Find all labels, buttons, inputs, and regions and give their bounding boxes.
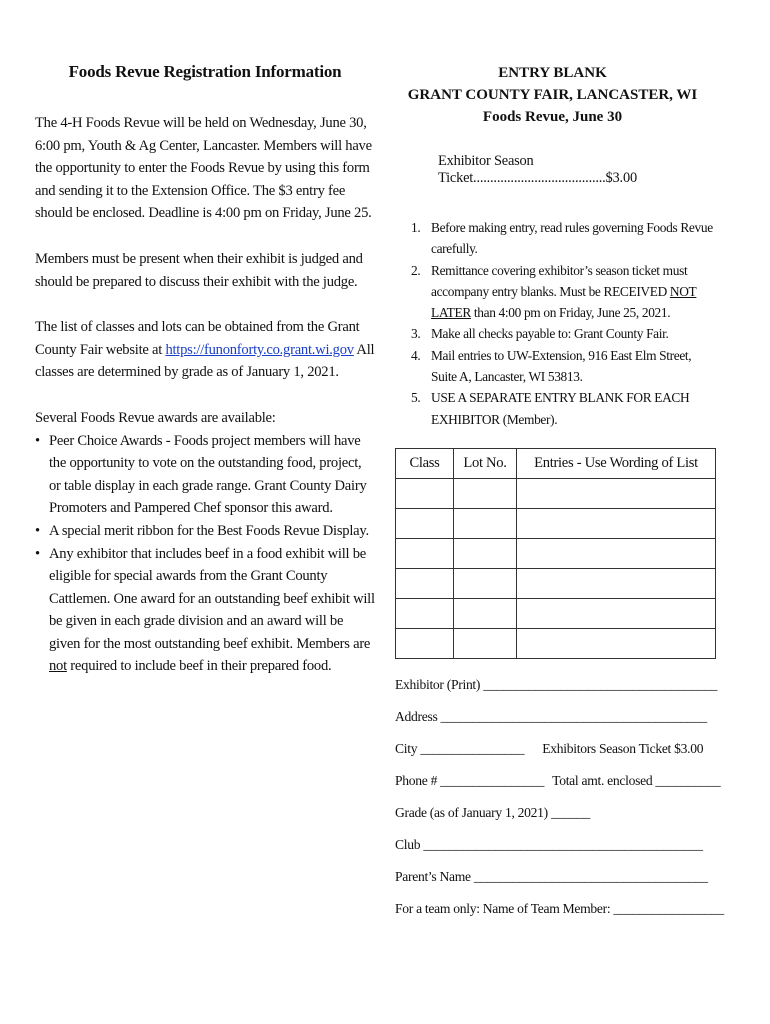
entry-cell[interactable] bbox=[517, 538, 716, 568]
entry-blank-header bbox=[395, 62, 710, 128]
lot-cell[interactable] bbox=[454, 598, 517, 628]
grade-field[interactable]: Grade (as of January 1, 2021) ______ bbox=[395, 804, 590, 820]
rule-item bbox=[395, 345, 720, 388]
rule-item bbox=[395, 217, 720, 260]
rule-item bbox=[395, 387, 720, 430]
entry-cell[interactable] bbox=[517, 628, 716, 658]
entry-cell[interactable] bbox=[517, 478, 716, 508]
exhibitor-fields bbox=[395, 669, 724, 925]
rule-number: 2. bbox=[411, 262, 421, 278]
rule-text: USE A SEPARATE ENTRY BLANK FOR EACH EXHIBITOR (Member). bbox=[431, 390, 690, 427]
award-beef-not: not bbox=[49, 658, 67, 675]
rule-item bbox=[395, 323, 720, 344]
class-cell[interactable] bbox=[396, 478, 454, 508]
entry-cell[interactable] bbox=[517, 568, 716, 598]
awards-list bbox=[35, 430, 375, 679]
lot-cell[interactable] bbox=[454, 538, 517, 568]
club-field[interactable]: Club ___________________________________________ bbox=[395, 836, 703, 852]
phone-field[interactable]: Phone # ________________ bbox=[395, 772, 545, 788]
table-row bbox=[396, 508, 716, 538]
col-entries-header: Entries - Use Wording of List bbox=[517, 448, 716, 478]
team-member-field[interactable]: For a team only: Name of Team Member: _________________ bbox=[395, 900, 724, 916]
entry-blank-column bbox=[395, 62, 724, 925]
fair-name: GRANT COUNTY FAIR, LANCASTER, WI bbox=[407, 87, 698, 103]
classes-text-before: The list of classes and lots can be obtained from the Grant County Fair website at bbox=[35, 319, 360, 358]
class-cell[interactable] bbox=[396, 628, 454, 658]
entry-cell[interactable] bbox=[517, 508, 716, 538]
presence-paragraph: Members must be present when their exhibit is judged and should be prepared to discuss their exhibit with the judge. bbox=[35, 250, 363, 290]
entry-rules-list bbox=[395, 217, 720, 430]
col-class-header: Class bbox=[396, 448, 454, 478]
col-lot-header: Lot No. bbox=[454, 448, 517, 478]
lot-cell[interactable] bbox=[454, 628, 517, 658]
parent-name-field[interactable]: Parent’s Name ____________________________________ bbox=[395, 868, 708, 884]
season-ticket-line: Exhibitor Season Ticket.......................................$3.00 bbox=[438, 153, 637, 186]
table-row bbox=[396, 568, 716, 598]
classes-text-after: All classes are determined by grade as of January 1, 2021. bbox=[35, 341, 375, 381]
entry-cell[interactable] bbox=[517, 598, 716, 628]
lot-cell[interactable] bbox=[454, 568, 517, 598]
rule-number: 4. bbox=[411, 347, 421, 363]
class-cell[interactable] bbox=[396, 568, 454, 598]
rule-text: Mail entries to UW-Extension, 916 East Elm Street, Suite A, Lancaster, WI 53813. bbox=[431, 347, 692, 385]
table-header-row bbox=[396, 448, 716, 478]
rule-text: Before making entry, read rules governing Foods Revue carefully. bbox=[431, 220, 713, 257]
award-merit-ribbon: • A special merit ribbon for the Best Foods Revue Display. bbox=[35, 520, 375, 543]
award-peer-choice: • Peer Choice Awards - Foods project members will have the opportunity to vote on the outstanding food, project, or table display in each grade range. Grant County Dairy Promoters and Pampered Chef sponsor this award. bbox=[35, 430, 375, 520]
fair-website-link[interactable]: https://funonforty.co.grant.wi.gov bbox=[165, 341, 354, 358]
registration-info-column bbox=[35, 62, 375, 678]
rule-text: Remittance covering exhibitor’s season ticket must accompany entry blanks. Must be RECEIVED bbox=[431, 262, 688, 299]
table-row bbox=[396, 628, 716, 658]
phone-total-row bbox=[395, 765, 720, 797]
rule-emphasis: NOT LATER bbox=[431, 283, 697, 321]
awards-intro: Several Foods Revue awards are available: bbox=[35, 409, 276, 426]
registration-info-title: Foods Revue Registration Information bbox=[68, 62, 342, 81]
lot-cell[interactable] bbox=[454, 508, 517, 538]
city-ticket-row bbox=[395, 733, 720, 765]
intro-paragraph: The 4-H Foods Revue will be held on Wednesday, June 30, 6:00 pm, Youth & Ag Center, Lancaster. Members will have the opportunity to enter the Foods Revue by using this form and sending it to the Extension Office. The $3 entry fee should be enclosed. Deadline is 4:00 pm on Friday, June 25. bbox=[35, 115, 372, 222]
lot-cell[interactable] bbox=[454, 478, 517, 508]
award-beef bbox=[35, 543, 375, 679]
award-beef-text-end: required to include beef in their prepared food. bbox=[66, 658, 332, 675]
award-beef-text: Any exhibitor that includes beef in a food exhibit will be eligible for special awards from the Grant County Cattlemen. One award for an outstanding beef exhibit will be given in each grade division and an award will be given for the most outstanding beef exhibit. Members are bbox=[49, 545, 375, 652]
rule-item bbox=[395, 260, 720, 324]
exhibitor-name-field[interactable]: Exhibitor (Print) ____________________________________ bbox=[395, 676, 718, 692]
rule-text-end: than 4:00 pm on Friday, June 25, 2021. bbox=[470, 305, 671, 321]
rule-number: 1. bbox=[411, 220, 421, 235]
class-cell[interactable] bbox=[396, 538, 454, 568]
total-enclosed-field[interactable]: Total amt. enclosed __________ bbox=[552, 772, 721, 788]
rule-number: 3. bbox=[411, 326, 421, 342]
rule-number: 5. bbox=[411, 390, 421, 406]
class-cell[interactable] bbox=[396, 598, 454, 628]
event-name: Foods Revue, June 30 bbox=[482, 109, 623, 125]
address-field[interactable]: Address _________________________________________ bbox=[395, 708, 707, 724]
table-row bbox=[396, 598, 716, 628]
entry-blank-title: ENTRY BLANK bbox=[498, 65, 607, 81]
season-ticket-label: Exhibitors Season Ticket $3.00 bbox=[542, 740, 704, 756]
classes-paragraph bbox=[35, 316, 375, 384]
table-row bbox=[396, 538, 716, 568]
city-field[interactable]: City ________________ bbox=[395, 740, 525, 756]
rule-text: Make all checks payable to: Grant County Fair. bbox=[431, 326, 669, 342]
table-row bbox=[396, 478, 716, 508]
entries-table bbox=[395, 448, 716, 659]
class-cell[interactable] bbox=[396, 508, 454, 538]
